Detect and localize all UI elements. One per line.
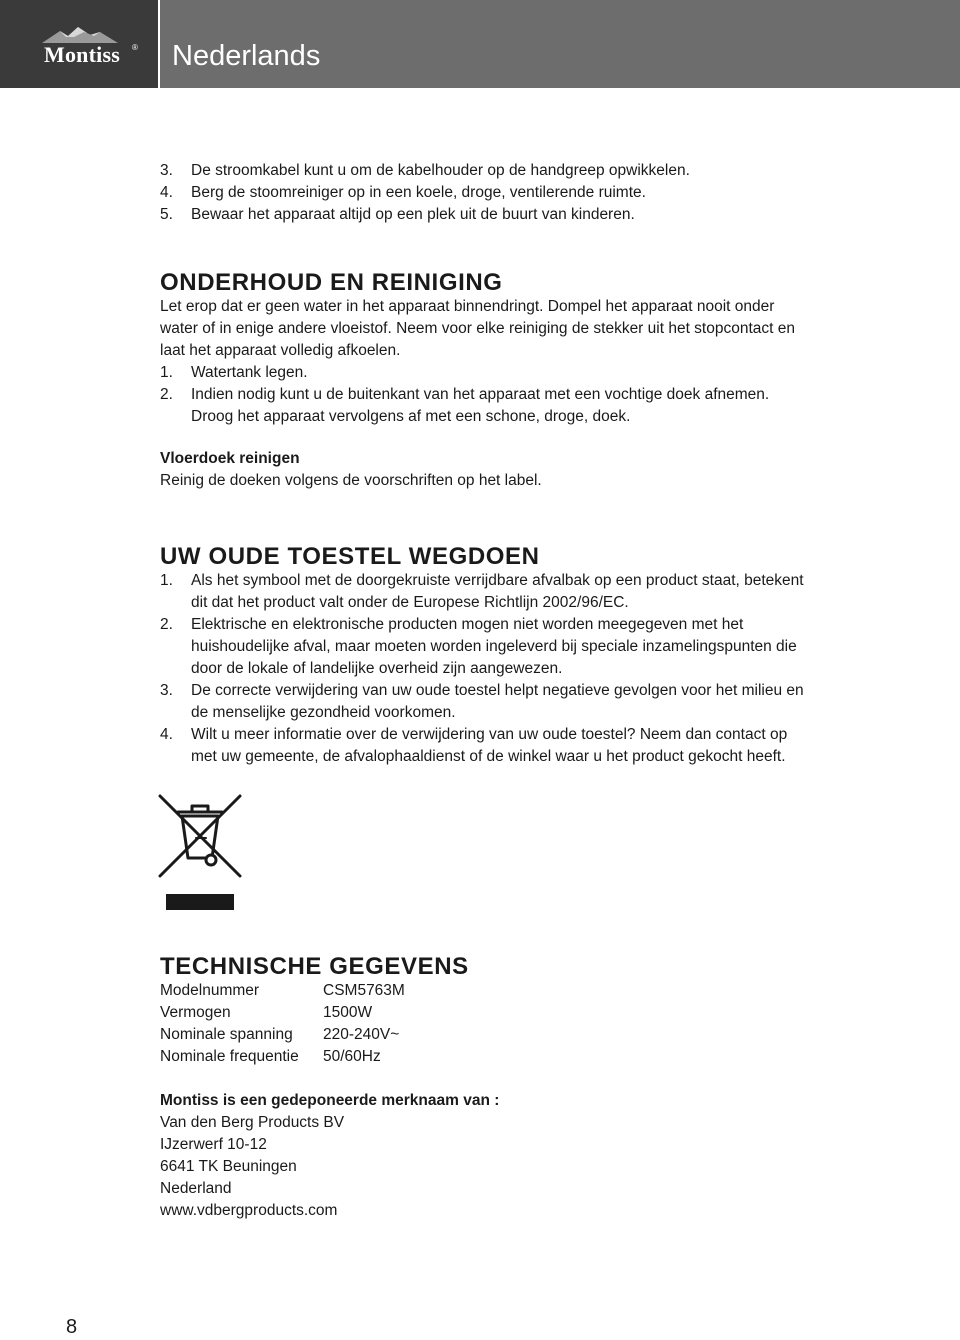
page-content [160, 160, 880, 768]
storage-steps [160, 160, 880, 226]
disposal-heading: UW OUDE TOESTEL WEGDOEN [160, 543, 540, 570]
table-row: Nominale frequentie 50/60Hz [160, 1048, 381, 1065]
list-item: 3. De stroomkabel kunt u om de kabelhouder op de handgreep opwikkelen. [160, 162, 690, 179]
specs-heading: TECHNISCHE GEGEVENS [160, 953, 469, 980]
page-number: 8 [66, 1316, 78, 1338]
company-address: Van den Berg Products BV IJzerwerf 10-12 6641 TK Beuningen Nederland www.vdbergproducts.com [160, 1112, 880, 1222]
maintenance-steps [160, 362, 880, 428]
registered-mark: ® [132, 43, 138, 52]
maintenance-intro: Let erop dat er geen water in het apparaat binnendringt. Dompel het apparaat nooit onder water of in enige andere vloeistof. Neem voor elke reiniging de stekker uit het stopcontact en laat het apparaat volledig afkoelen. [160, 298, 796, 359]
brand-logo [0, 0, 158, 88]
list-item: 1. Watertank legen. [160, 364, 308, 381]
brand-name: Montiss [44, 42, 120, 67]
table-row: Modelnummer CSM5763M [160, 982, 405, 999]
table-row: Vermogen 1500W [160, 1004, 373, 1021]
floor-cloth-subheading: Vloerdoek reinigen [160, 450, 300, 467]
table-row: Nominale spanning 220-240V~ [160, 1026, 400, 1043]
language-title: Nederlands [172, 40, 321, 72]
list-item: 2. Indien nodig kunt u de buitenkant van het apparaat met een vochtige doek afnemen. Droog het apparaat vervolgens af met een schone, droge, doek. [160, 386, 770, 425]
list-item: 2. Elektrische en elektronische producten mogen niet worden meegegeven met het huishoudelijke afval, maar moeten worden ingeleverd bij speciale inzamelingspunten die door de lokale of landelijke overheid zijn aangewezen. [160, 616, 797, 677]
language-banner [160, 0, 960, 88]
list-item: 3. De correcte verwijdering van uw oude toestel helpt negatieve gevolgen voor het milieu en de menselijke gezondheid voorkomen. [160, 682, 804, 721]
trademark-heading: Montiss is een gedeponeerde merknaam van : [160, 1092, 500, 1109]
specs-table [160, 980, 405, 1068]
list-item: 4. Wilt u meer informatie over de verwijdering van uw oude toestel? Neem dan contact op met uw gemeente, de afvalophaaldienst of de winkel waar u het product gekocht heeft. [160, 726, 788, 765]
company-website: www.vdbergproducts.com [160, 1202, 338, 1219]
mountain-peaks-icon [22, 24, 132, 44]
crossed-out-wheelie-bin-icon [156, 792, 244, 912]
maintenance-heading: ONDERHOUD EN REINIGING [160, 269, 503, 296]
disposal-list [160, 570, 880, 768]
list-item: 5. Bewaar het apparaat altijd op een plek uit de buurt van kinderen. [160, 206, 635, 223]
page-header [0, 0, 960, 88]
floor-cloth-text: Reinig de doeken volgens de voorschriften op het label. [160, 472, 542, 489]
specs-section [160, 954, 880, 1222]
list-item: 4. Berg de stoomreiniger op in een koele, droge, ventilerende ruimte. [160, 184, 646, 201]
list-item: 1. Als het symbool met de doorgekruiste verrijdbare afvalbak op een product staat, betekent dit dat het product valt onder de Europese Richtlijn 2002/96/EC. [160, 572, 804, 611]
